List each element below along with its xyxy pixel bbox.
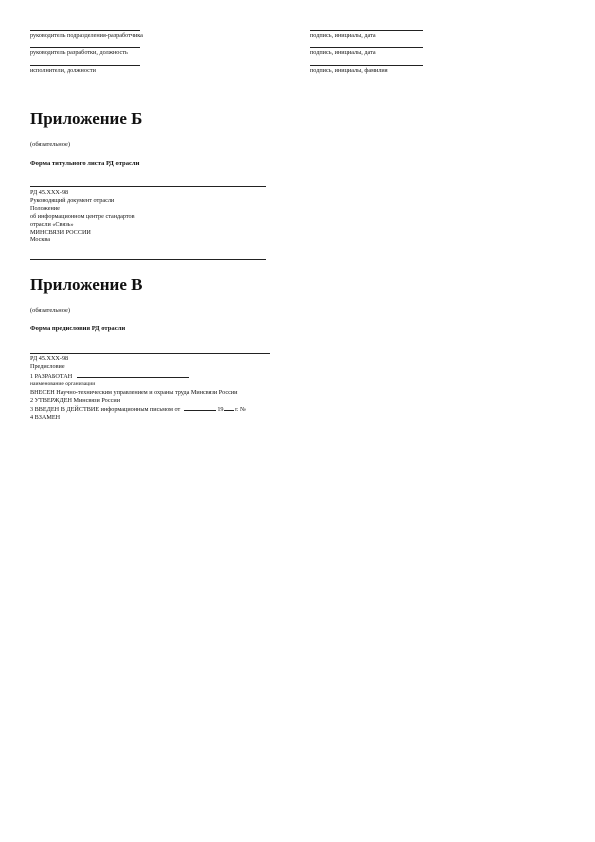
introduced-line: ВНЕСЕН Научно-техническим управлением и охраны труда Минсвязи России	[30, 388, 238, 396]
signature-label: подпись, инициалы, дата	[310, 32, 376, 39]
appendix-b-title: Приложение Б	[30, 109, 143, 128]
title-page-form	[30, 189, 135, 244]
preface-top-rule	[30, 353, 270, 354]
form-line: Москва	[30, 236, 50, 244]
signature-line	[310, 30, 423, 31]
enacted-line	[30, 404, 246, 414]
developed-blank	[77, 371, 189, 378]
appendix-b-status: (обязательное)	[30, 141, 70, 148]
form-line: РД 45.XXX-98	[30, 189, 69, 196]
preface-form	[30, 355, 246, 422]
developed-line	[30, 371, 246, 381]
enacted-year-blank	[224, 404, 234, 411]
signature-line	[310, 47, 423, 48]
replaced-line: 4 ВЗАМЕН	[30, 414, 61, 422]
appendix-c-subtitle: Форма предисловия РД отрасли	[30, 325, 126, 332]
form-bottom-rule	[30, 259, 266, 260]
appendix-c-title: Приложение В	[30, 275, 143, 294]
developed-label: 1 РАЗРАБОТАН	[30, 372, 73, 380]
form-line: отрасли «Связь»	[30, 220, 74, 228]
enacted-date-blank	[184, 404, 216, 411]
signature-line	[310, 65, 423, 66]
signature-line	[30, 47, 140, 48]
org-name-caption: наименование организации	[30, 380, 96, 387]
signature-line	[30, 30, 140, 31]
form-top-rule	[30, 186, 266, 187]
enacted-label: 3 ВВЕДЕН В ДЕЙСТВИЕ информационным письмом от	[30, 406, 181, 414]
appendix-b-subtitle: Форма титульного листа РД отрасли	[30, 160, 140, 167]
preface-code: РД 45.XXX-98	[30, 355, 69, 362]
preface-heading: Предисловие	[30, 362, 65, 370]
signature-label: руководитель подразделения-разработчика	[30, 32, 143, 39]
form-line: Положение	[30, 204, 60, 212]
form-line: об информационном центре стандартов	[30, 212, 135, 220]
signature-label: исполнители, должности	[30, 67, 96, 74]
enacted-year: 19	[217, 406, 224, 414]
form-line: Руководящий документ отрасли	[30, 196, 115, 204]
signature-label: подпись, инициалы, дата	[310, 49, 376, 56]
form-line: МИНСВЯЗИ РОССИИ	[30, 228, 91, 236]
signature-line	[30, 65, 140, 66]
approved-line: 2 УТВЕРЖДЕН Минсвязи России	[30, 396, 120, 404]
appendix-c-status: (обязательное)	[30, 307, 70, 314]
signature-label: подпись, инициалы, фамилия	[310, 67, 388, 74]
signature-label: руководитель разработки, должность	[30, 49, 128, 56]
enacted-number-label: г. №	[235, 406, 246, 414]
